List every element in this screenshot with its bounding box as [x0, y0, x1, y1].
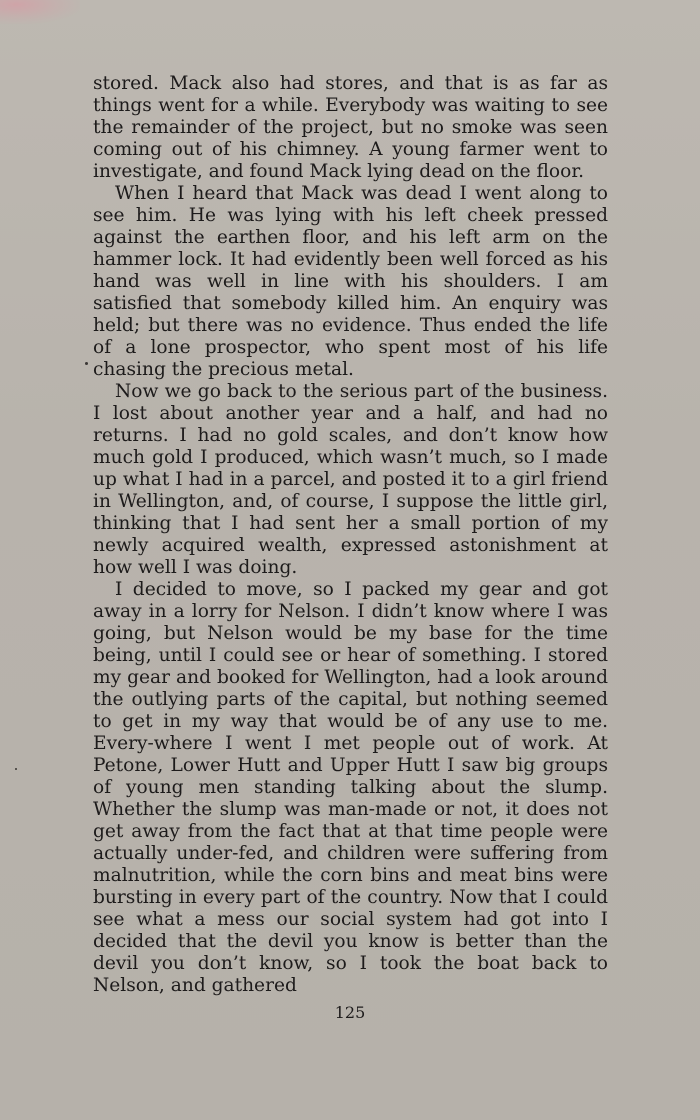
print-speck — [85, 362, 88, 365]
print-speck — [15, 768, 17, 770]
paragraph-4: I decided to move, so I packed my gear and got away in a lorry for Nelson. I didn’t know where I was going, but Nelson would be my base for the time being, until I could see or hear of something. I stored my gear and booked for Wellington, had a look around the outlying parts of the capital, but nothing seemed to get in my way that would be of any use to me. Every-where I went I met people out of work. At Petone, Lower Hutt and Upper Hutt I saw big groups of young men standing talking about the slump. Whether the slump was man-made or not, it does not get away from the fact that at that time people were actually under-fed, and children were suffering from malnutrition, while the corn bins and meat bins were bursting in every part of the country. Now that I could see what a mess our social system had got into I decided that the devil you know is better than the devil you don’t know, so I took the boat back to Nelson, and gathered — [93, 579, 608, 996]
page-stain — [0, 0, 80, 24]
paragraph-3: Now we go back to the serious part of the business. I lost about another year and a half, and had no returns. I had no gold scales, and don’t know how much gold I produced, which wasn’t much, so I made up what I had in a parcel, and posted it to a girl friend in Wellington, and, of course, I suppose the little girl, thinking that I had sent her a small portion of my newly acquired wealth, expressed astonishment at how well I was doing. — [93, 381, 608, 578]
paragraph-1: stored. Mack also had stores, and that is as far as things went for a while. Everybody was waiting to see the remainder of the project, but no smoke was seen coming out of his chimney. A young farmer went to investigate, and found Mack lying dead on the floor. — [93, 73, 608, 182]
page-number: 125 — [334, 1003, 366, 1022]
paragraph-2: When I heard that Mack was dead I went along to see him. He was lying with his left cheek pressed against the earthen floor, and his left arm on the hammer lock. It had evidently been well forced as his hand was well in line with his shoulders. I am satisfied that somebody killed him. An enquiry was held; but there was no evidence. Thus ended the life of a lone prospector, who spent most of his life chasing the precious metal. — [93, 183, 608, 380]
body-text — [93, 73, 608, 997]
